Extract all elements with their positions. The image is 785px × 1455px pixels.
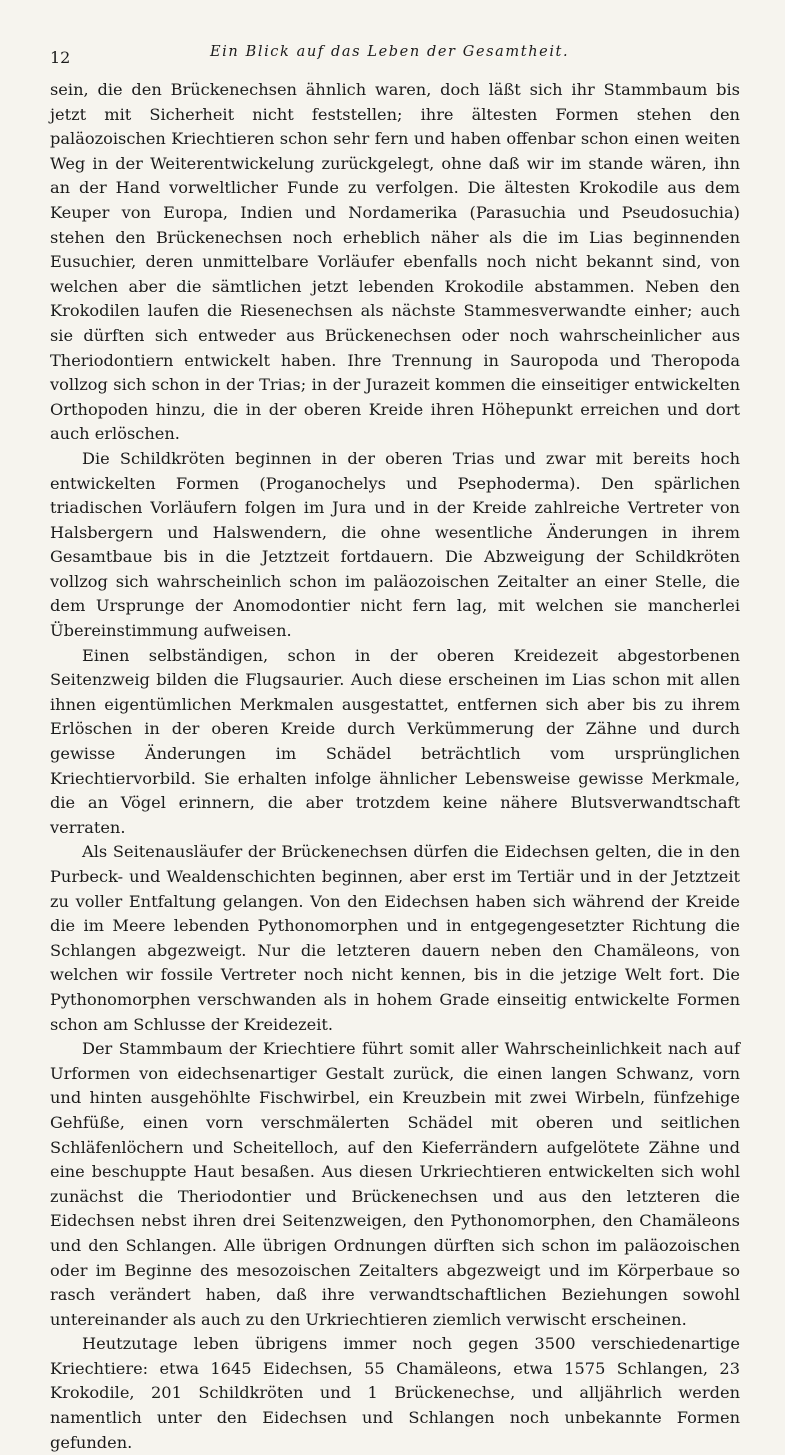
paragraph-1: sein, die den Brückenechsen ähnlich waren, doch läßt sich ihr Stammbaum bis jetzt mit Sicherheit nicht feststellen; ihre ältesten Formen stehen den paläozoischen Kriechtieren schon sehr fern und haben offenbar schon einen weiten Weg in der Weiterentwickelung zurückgelegt, ohne daß wir im stande wären, ihn an der Hand vorweltlicher Funde zu verfolgen. Die ältesten Krokodile aus dem Keuper von Europa, Indien und Nordamerika (Parasuchia und Pseudosuchia) stehen den Brückenechsen noch erheblich näher als die im Lias beginnenden Eusuchier, deren unmittelbare Vorläufer ebenfalls noch nicht bekannt sind, von welchen aber die sämtlichen jetzt lebenden Krokodile abstammen. Neben den Krokodilen laufen die Riesenechsen als nächste Stammesverwandte einher; auch sie dürften sich entweder aus Brückenechsen oder noch wahrscheinlicher aus Theriodontiern entwickelt haben. Ihre Trennung in Sauropoda und Theropoda vollzog sich schon in der Trias; in der Jurazeit kommen die einseitiger entwickelten Orthopoden hinzu, die in der oberen Kreide ihren Höhepunkt erreichen und dort auch erlöschen. bbox=[50, 80, 740, 444]
running-head: Ein Blick auf das Leben der Gesamtheit. bbox=[210, 44, 570, 60]
paragraph-2: Die Schildkröten beginnen in der oberen Trias und zwar mit bereits hoch entwickelten Formen (Proganochelys und Psephoderma). Den spärlichen triadischen Vorläufern folgen im Jura und in der Kreide zahlreiche Vertreter von Halsbergern und Halswendern, die ohne wesentliche Änderungen in ihrem Gesamtbaue bis in die Jetztzeit fortdauern. Die Abzweigung der Schildkröten vollzog sich wahrscheinlich schon im paläozoischen Zeitalter an einer Stelle, die dem Ursprunge der Anomodontier nicht fern lag, mit welchen sie mancherlei Übereinstimmung aufweisen. bbox=[50, 448, 740, 641]
page-number: 12 bbox=[50, 48, 71, 67]
page-header bbox=[50, 38, 747, 78]
page-body bbox=[50, 78, 740, 1455]
paragraph-5: Der Stammbaum der Kriechtiere führt somit aller Wahrscheinlichkeit nach auf Urformen von eidechsenartiger Gestalt zurück, die einen langen Schwanz, vorn und hinten ausgehöhlte Fischwirbel, ein Kreuzbein mit zwei Wirbeln, fünfzehige Gehfüße, einen vorn verschmälerten Schädel mit oberen und seitlichen Schläfenlöchern und Scheitelloch, auf den Kieferrändern aufgelötete Zähne und eine beschuppte Haut besaßen. Aus diesen Urkriechtieren entwickelten sich wohl zunächst die Theriodontier und Brückenechsen und aus den letzteren die Eidechsen nebst ihren drei Seitenzweigen, den Pythonomorphen, den Chamäleons und den Schlangen. Alle übrigen Ordnungen dürften sich schon im paläozoischen oder im Beginne des mesozoischen Zeitalters abgezweigt und im Körperbaue so rasch verändert haben, daß ihre verwandtschaftlichen Beziehungen sowohl untereinander als auch zu den Urkriechtieren ziemlich verwischt erscheinen. bbox=[50, 1039, 740, 1329]
paragraph-3: Einen selbständigen, schon in der oberen Kreidezeit abgestorbenen Seitenzweig bilden die Flugsaurier. Auch diese erscheinen im Lias schon mit allen ihnen eigentümlichen Merkmalen ausgestattet, entfernen sich aber bis zu ihrem Erlöschen in der oberen Kreide durch Verkümmerung der Zähne und durch gewisse Änderungen im Schädel beträchtlich vom ursprünglichen Kriechtiervorbild. Sie erhalten infolge ähnlicher Lebensweise gewisse Merkmale, die an Vögel erinnern, die aber trotzdem keine nähere Blutsverwandtschaft verraten. bbox=[50, 645, 740, 837]
paragraph-6: Heutzutage leben übrigens immer noch gegen 3500 verschiedenartige Kriechtiere: etwa 1645 Eidechsen, 55 Chamäleons, etwa 1575 Schlangen, 23 Krokodile, 201 Schildkröten und 1 Brückenechse, und alljährlich werden namentlich unter den Eidechsen und Schlangen noch unbekannte Formen gefunden. bbox=[50, 1334, 740, 1452]
paragraph-4: Als Seitenausläufer der Brückenechsen dürfen die Eidechsen gelten, die in den Purbeck- und Wealdenschichten beginnen, aber erst im Tertiär und in der Jetztzeit zu voller Entfaltung gelangen. Von den Eidechsen haben sich während der Kreide die im Meere lebenden Pythonomorphen und in entgegengesetzter Richtung die Schlangen abgezweigt. Nur die letzteren dauern neben den Chamäleons, von welchen wir fossile Vertreter noch nicht kennen, bis in die jetzige Welt fort. Die Pythonomorphen verschwanden als in hohem Grade einseitig entwickelte Formen schon am Schlusse der Kreidezeit. bbox=[50, 842, 740, 1034]
